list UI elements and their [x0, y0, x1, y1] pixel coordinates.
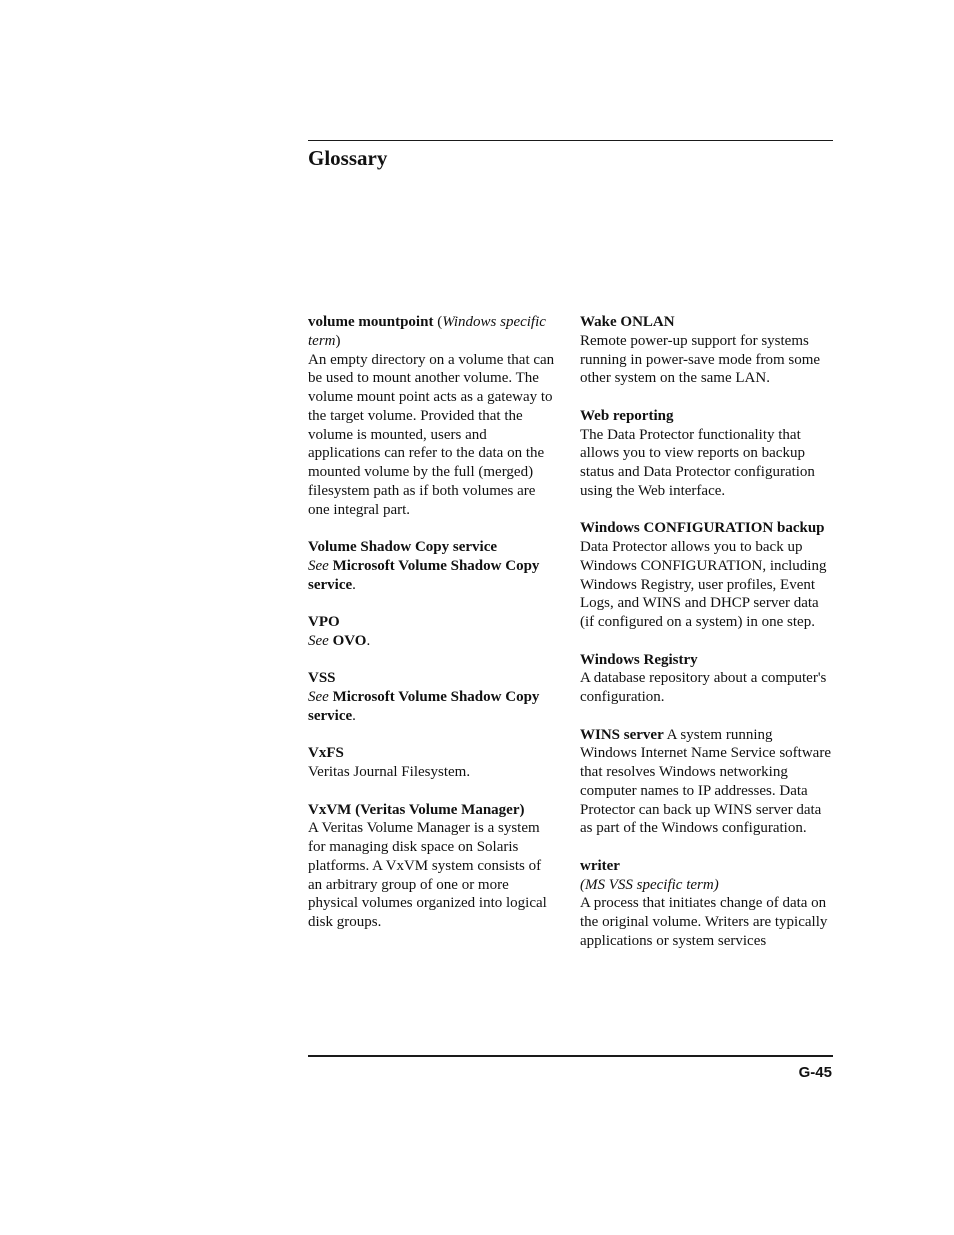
glossary-term: WINS server	[580, 726, 664, 743]
glossary-column-left	[308, 313, 558, 951]
glossary-term: writer	[580, 857, 620, 874]
header-rule	[308, 140, 833, 141]
glossary-entry-wake-onlan	[580, 313, 832, 388]
glossary-entry-windows-registry	[580, 651, 832, 707]
definition-text: )	[335, 332, 341, 349]
definition-text: Veritas Journal Filesystem.	[308, 764, 471, 780]
glossary-term: Windows CONFIGURATION backup	[580, 520, 825, 537]
cross-reference: Microsoft Volume Shadow Copy service	[308, 557, 540, 593]
definition-text: Remote power-up support for systems running in power-save mode from some other system on the same LAN.	[580, 332, 821, 387]
glossary-entry-vss	[308, 669, 558, 725]
glossary-term: VxFS	[308, 745, 344, 762]
italic-text: See	[308, 557, 329, 574]
definition-text: (	[433, 314, 443, 330]
definition-text: .	[352, 707, 356, 724]
glossary-entry-windows-configuration-backup	[580, 519, 832, 632]
footer-rule	[308, 1055, 833, 1057]
page-title: Glossary	[308, 146, 388, 170]
glossary-entry-vxvm	[308, 801, 558, 932]
glossary-term: volume mountpoint	[308, 314, 434, 330]
glossary-term: Windows Registry	[580, 651, 698, 668]
definition-text: Data Protector allows you to back up Windows CONFIGURATION, including Windows Registry, user profiles, Event Logs, and WINS and DHCP server data (if configured on a system) in one step.	[580, 539, 827, 630]
glossary-term: VxVM (Veritas Volume Manager)	[308, 801, 525, 818]
definition-text: .	[366, 632, 371, 649]
definition-text: An empty directory on a volume that can be used to mount another volume. The volume mount point acts as a gateway to the target volume. Provided that the volume is mounted, users and applications can refer to the data on the mounted volume by the full (merged) filesystem path as if both volumes are one integral part.	[308, 351, 555, 518]
glossary-entry-writer	[580, 857, 832, 951]
definition-text: The Data Protector functionality that allows you to view reports on backup status and Data Protector configuration using the Web interface.	[580, 426, 815, 499]
glossary-column-right	[580, 313, 832, 969]
glossary-term: VPO	[308, 614, 340, 630]
cross-reference: Microsoft Volume Shadow Copy service	[308, 689, 540, 724]
definition-text: A process that initiates change of data on the original volume. Writers are typically applications or system services	[580, 895, 828, 949]
glossary-entry-vxfs	[308, 744, 558, 782]
italic-text: (MS VSS specific term)	[580, 876, 719, 893]
italic-text: See	[308, 689, 329, 705]
italic-text: Windows specific term	[308, 314, 546, 349]
glossary-entry-volume-shadow-copy-service	[308, 538, 558, 594]
page-number: G-45	[798, 1064, 832, 1081]
definition-text: A system running Windows Internet Name Service software that resolves Windows networking computer names to IP addresses. Data Protector can back up WINS server data as part of the Windows configuration.	[580, 726, 831, 837]
italic-text: See	[308, 632, 329, 649]
glossary-entry-vpo	[308, 613, 558, 651]
glossary-entry-volume-mountpoint	[308, 313, 558, 519]
glossary-term: VSS	[308, 670, 336, 687]
glossary-entry-web-reporting	[580, 407, 832, 501]
glossary-term: Wake ONLAN	[580, 314, 675, 330]
definition-text: A Veritas Volume Manager is a system for managing disk space on Solaris platforms. A VxVM system consists of an arbitrary group of one or more physical volumes organized into logical disk groups.	[308, 820, 547, 930]
glossary-term: Volume Shadow Copy service	[308, 539, 498, 555]
definition-text: .	[352, 576, 356, 593]
glossary-term: Web reporting	[580, 407, 674, 424]
definition-text: A database repository about a computer's configuration.	[580, 670, 827, 705]
cross-reference: OVO	[332, 632, 367, 649]
glossary-entry-wins-server	[580, 726, 832, 839]
